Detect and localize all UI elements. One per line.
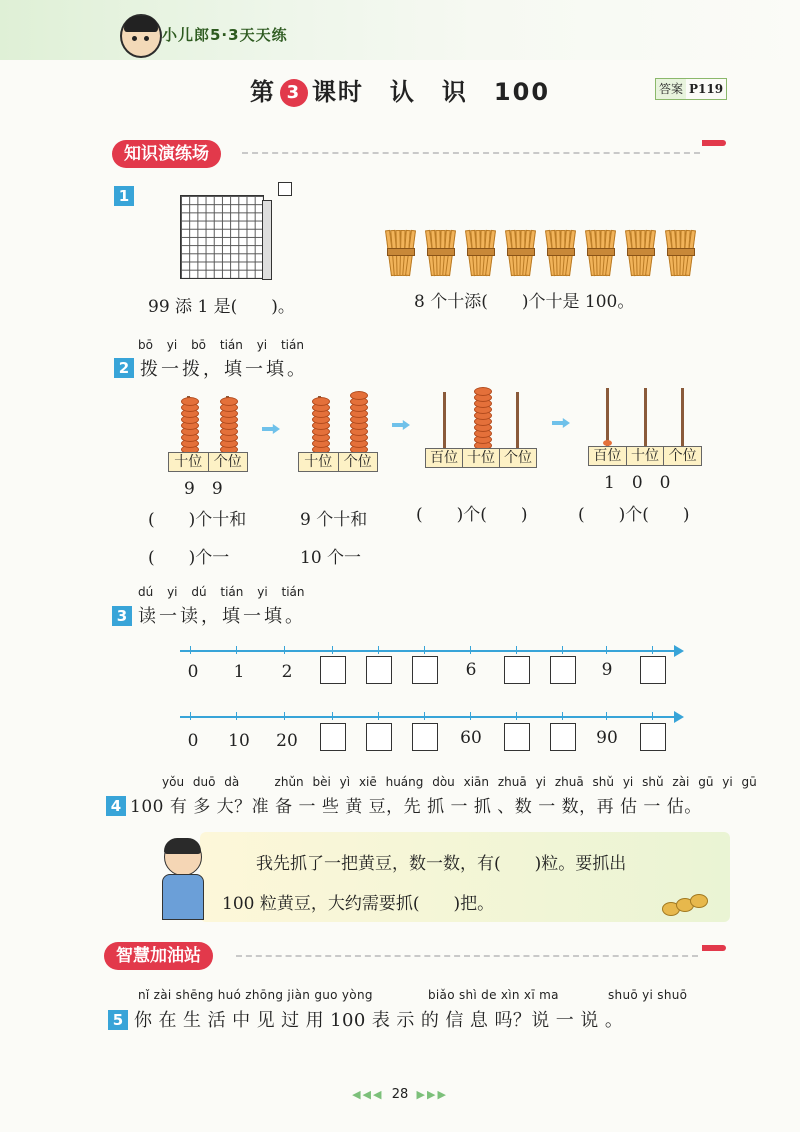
answer-box-blank bbox=[640, 656, 666, 684]
page-next-arrows-icon: ▶▶▶ bbox=[416, 1088, 448, 1101]
abacus-bead bbox=[312, 397, 330, 406]
q2-blank: 10 个一 bbox=[300, 548, 362, 568]
bubble-line-2: 100 粒黄豆，大约需要抓( )把。 bbox=[222, 894, 495, 914]
number-label: 0 bbox=[187, 731, 199, 751]
q5-pinyin-b: biǎo shì de xìn xī ma bbox=[428, 988, 559, 1002]
number-line-tick bbox=[284, 646, 285, 654]
abacus-rod bbox=[443, 392, 446, 448]
number-line bbox=[180, 716, 676, 718]
number-line-tick bbox=[236, 712, 237, 720]
answer-box-blank bbox=[320, 656, 346, 684]
q5-pinyin-c: shuō yi shuō bbox=[608, 988, 688, 1002]
q1-left-text: 99 添 1 是( )。 bbox=[148, 297, 295, 317]
stick-bundle-icon bbox=[586, 228, 614, 276]
number-label: 6 bbox=[465, 660, 477, 680]
answer-box-blank bbox=[504, 656, 530, 684]
q3-pinyin: dú yi dú tián yi tián bbox=[138, 585, 305, 599]
number-line-tick bbox=[516, 646, 517, 654]
number-line-tick bbox=[470, 646, 471, 654]
abacus-bead bbox=[350, 391, 368, 400]
abacus1-values: 9 9 bbox=[184, 479, 223, 499]
q2-blank: ( )个( ) bbox=[416, 505, 528, 525]
abacus-base: 百位 十位 个位 bbox=[588, 446, 702, 466]
number-label: 60 bbox=[460, 728, 482, 748]
number-line-tick bbox=[652, 712, 653, 720]
arrow-right-icon bbox=[262, 424, 280, 434]
number-label: 2 bbox=[281, 662, 293, 682]
number-line-tick bbox=[562, 646, 563, 654]
number-label: 90 bbox=[596, 728, 618, 748]
q2-blank: ( )个( ) bbox=[578, 505, 690, 525]
q5-pinyin-a: nǐ zài shēng huó zhōng jiàn guo yòng bbox=[138, 988, 373, 1002]
pencil-icon bbox=[702, 945, 726, 951]
page-number: 28 bbox=[391, 1087, 409, 1102]
title-suffix: 课时 认 识 100 bbox=[311, 78, 551, 106]
number-line-tick bbox=[424, 712, 425, 720]
answer-box-blank bbox=[550, 656, 576, 684]
number-line-tick bbox=[562, 712, 563, 720]
section-divider bbox=[242, 152, 700, 154]
abacus-base: 十位 个位 bbox=[298, 452, 378, 472]
question-number: 4 bbox=[106, 796, 126, 816]
hundred-block-image bbox=[180, 195, 264, 279]
soybean-icon bbox=[690, 894, 708, 908]
pencil-icon bbox=[702, 140, 726, 146]
q2-pinyin: bō yi bō tián yi tián bbox=[138, 338, 304, 352]
number-line-tick bbox=[378, 712, 379, 720]
q3-stem: 读一读，填一填。 bbox=[138, 606, 306, 627]
mascot-icon bbox=[120, 14, 162, 58]
answer-box-blank bbox=[366, 723, 392, 751]
abacus-bead bbox=[474, 387, 492, 396]
stick-bundle-icon bbox=[666, 228, 694, 276]
number-line-tick bbox=[378, 646, 379, 654]
number-line-tick bbox=[652, 646, 653, 654]
number-line bbox=[180, 650, 676, 652]
hundred-block-side bbox=[262, 200, 272, 280]
number-line-tick bbox=[190, 712, 191, 720]
q2-blank: ( )个一 bbox=[148, 548, 230, 568]
question-number: 5 bbox=[108, 1010, 128, 1030]
question-number: 3 bbox=[112, 606, 132, 626]
stick-bundle-icon bbox=[426, 228, 454, 276]
number-label: 0 bbox=[187, 662, 199, 682]
child-illustration-icon bbox=[160, 838, 204, 918]
stick-bundle-icon bbox=[386, 228, 414, 276]
abacus-rod bbox=[516, 392, 519, 448]
section-wisdom-title: 智慧加油站 bbox=[104, 942, 213, 970]
answer-page: P119 bbox=[689, 82, 724, 96]
lesson-number: 3 bbox=[280, 79, 308, 107]
stick-bundle-icon bbox=[466, 228, 494, 276]
stick-bundle-icon bbox=[506, 228, 534, 276]
q2-blank: 9 个十和 bbox=[300, 510, 368, 530]
page-prev-arrows-icon: ◀◀◀ bbox=[352, 1088, 384, 1101]
question-number: 1 bbox=[114, 186, 134, 206]
number-line-tick bbox=[284, 712, 285, 720]
abacus-bead bbox=[181, 397, 199, 406]
answer-reference bbox=[655, 78, 727, 100]
brand-name: 小儿郎5·3天天练 bbox=[162, 26, 288, 44]
number-line-tick bbox=[236, 646, 237, 654]
page-footer bbox=[0, 1087, 800, 1102]
answer-box-blank bbox=[366, 656, 392, 684]
answer-box-blank bbox=[412, 723, 438, 751]
number-line-tick bbox=[516, 712, 517, 720]
abacus-rod bbox=[644, 388, 647, 446]
number-line-tick bbox=[606, 712, 607, 720]
number-line-tick bbox=[470, 712, 471, 720]
answer-label: 答案 bbox=[656, 79, 686, 99]
answer-box-blank bbox=[640, 723, 666, 751]
abacus-base: 十位 个位 bbox=[168, 452, 248, 472]
number-label: 9 bbox=[601, 660, 613, 680]
q4-stem: 100 有 多 大？准 备 一 些 黄 豆，先 抓 一 抓 、数 一 数，再 估 一 估。 bbox=[130, 797, 702, 817]
abacus-rod bbox=[681, 388, 684, 446]
number-label: 1 bbox=[233, 662, 245, 682]
q2-blank: ( )个十和 bbox=[148, 510, 247, 530]
q2-stem: 拨一拨，填一填。 bbox=[140, 359, 308, 380]
q1-right-text: 8 个十添( )个十是 100。 bbox=[414, 292, 635, 312]
abacus-bead bbox=[220, 397, 238, 406]
title-prefix: 第 bbox=[249, 78, 276, 106]
abacus-base: 百位 十位 个位 bbox=[425, 448, 537, 468]
number-line-tick bbox=[332, 712, 333, 720]
number-line-tick bbox=[606, 646, 607, 654]
number-label: 10 bbox=[228, 731, 250, 751]
arrow-right-icon bbox=[552, 418, 570, 428]
number-line-tick bbox=[332, 646, 333, 654]
number-line-tick bbox=[190, 646, 191, 654]
answer-box-blank bbox=[412, 656, 438, 684]
number-label: 20 bbox=[276, 731, 298, 751]
answer-box-blank bbox=[504, 723, 530, 751]
abacus-rod bbox=[606, 388, 609, 446]
question-number: 2 bbox=[114, 358, 134, 378]
q4-pinyin: yǒu duō dà zhǔn bèi yì xiē huáng dòu xiān zhuā yi zhuā shǔ yi shǔ zài gū yi gū bbox=[162, 775, 757, 789]
number-line-tick bbox=[424, 646, 425, 654]
abacus4-values: 1 0 0 bbox=[604, 473, 671, 493]
stick-bundle-icon bbox=[626, 228, 654, 276]
q5-stem: 你 在 生 活 中 见 过 用 100 表 示 的 信 息 吗？说 一 说 。 bbox=[134, 1010, 624, 1031]
stick-bundle-icon bbox=[546, 228, 574, 276]
answer-box-blank bbox=[320, 723, 346, 751]
answer-box-blank bbox=[550, 723, 576, 751]
section-knowledge-title: 知识演练场 bbox=[112, 140, 221, 168]
unit-cube-icon bbox=[278, 182, 292, 196]
arrow-right-icon bbox=[392, 420, 410, 430]
bubble-line-1: 我先抓了一把黄豆，数一数，有( )粒。要抓出 bbox=[256, 854, 627, 874]
section-divider bbox=[236, 955, 698, 957]
